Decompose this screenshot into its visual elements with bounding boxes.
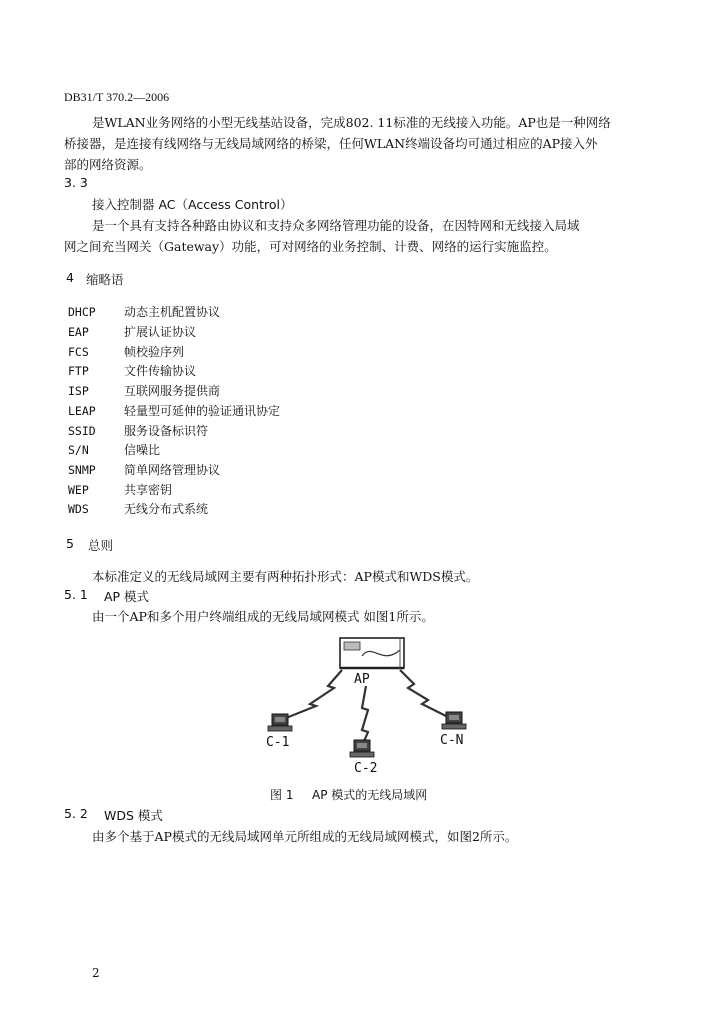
section-3-3-number: 3. 3 [64, 175, 88, 190]
abbreviation-description: 服务设备标识符 [124, 424, 209, 438]
abbreviation-description: 动态主机配置协议 [124, 305, 221, 319]
section-5-2-text: 由多个基于AP模式的无线局域网单元所组成的无线局域网模式，如图2所示。 [92, 829, 518, 844]
terminal-cn-label: C-N [440, 733, 464, 748]
terminal-c1-icon [268, 714, 292, 731]
abbreviation-row-sn [68, 440, 160, 460]
ap-definition-line-2: 桥接器，是连接有线网络与无线局域网络的桥梁，任何WLAN终端设备均可通过相应的AP接入外 [64, 136, 598, 151]
abbreviation-row-ftp [68, 361, 196, 381]
abbreviation-description: 共享密钥 [124, 483, 173, 497]
abbreviation-term: EAP [68, 325, 89, 339]
abbreviation-term: DHCP [68, 305, 96, 319]
abbreviation-term: ISP [68, 384, 89, 398]
section-3-3-definition-line-2: 网之间充当网关（Gateway）功能，可对网络的业务控制、计费、网络的运行实施监控。 [64, 239, 557, 254]
abbreviation-row-wds [68, 499, 208, 519]
abbreviation-description: 简单网络管理协议 [124, 463, 221, 477]
section-5-2-title: WDS 模式 [104, 808, 163, 823]
abbreviation-row-snmp [68, 460, 220, 480]
abbreviation-term: FCS [68, 345, 89, 359]
abbreviation-row-fcs [68, 342, 184, 362]
section-3-3-definition-line-1: 是一个具有支持各种路由协议和支持众多网络管理功能的设备，在因特网和无线接入局域 [92, 218, 580, 233]
ap-label: AP [354, 672, 370, 687]
page-number: 2 [92, 966, 100, 980]
ap-definition-line-1: 是WLAN业务网络的小型无线基站设备，完成802. 11标准的无线接入功能。AP也是一种网络 [92, 115, 611, 130]
figure-1-diagram [250, 632, 490, 782]
section-5-1-title: AP 模式 [104, 589, 150, 604]
section-5-1-number: 5. 1 [64, 587, 88, 602]
abbreviation-term: WDS [68, 502, 89, 516]
abbreviation-row-eap [68, 322, 196, 342]
terminal-c2-icon [350, 740, 374, 757]
abbreviation-description: 无线分布式系统 [124, 502, 209, 516]
ap-definition-line-3: 部的网络资源。 [64, 157, 152, 172]
abbreviation-term: WEP [68, 483, 89, 497]
abbreviation-description: 信噪比 [124, 443, 161, 457]
wireless-link-cn [400, 670, 446, 716]
document-id-header: DB31/T 370.2—2006 [64, 90, 170, 104]
abbreviation-row-ssid [68, 421, 208, 441]
abbreviation-description: 互联网服务提供商 [124, 384, 221, 398]
abbreviation-row-leap [68, 401, 280, 421]
section-4-title: 缩略语 [86, 272, 124, 287]
section-5-title: 总则 [88, 538, 114, 553]
abbreviation-term: SSID [68, 424, 96, 438]
abbreviation-row-dhcp [68, 302, 220, 322]
wireless-link-c2 [362, 686, 368, 746]
section-5-number: 5 [66, 536, 74, 551]
abbreviation-term: FTP [68, 364, 89, 378]
abbreviation-term: SNMP [68, 463, 96, 477]
terminal-c2-label: C-2 [354, 761, 378, 776]
abbreviation-term: LEAP [68, 404, 96, 418]
section-4-number: 4 [66, 270, 74, 285]
terminal-c1-label: C-1 [266, 735, 290, 750]
section-5-intro: 本标准定义的无线局域网主要有两种拓扑形式：AP模式和WDS模式。 [92, 569, 479, 584]
abbreviation-description: 轻量型可延伸的验证通讯协定 [124, 404, 281, 418]
abbreviation-description: 文件传输协议 [124, 364, 197, 378]
abbreviation-description: 帧校验序列 [124, 345, 185, 359]
abbreviation-term: S/N [68, 443, 89, 457]
figure-1-caption-number: 图 1 [270, 788, 294, 802]
wireless-link-c1 [286, 670, 342, 718]
section-5-2-number: 5. 2 [64, 806, 88, 821]
figure-1-caption-text: AP 模式的无线局域网 [312, 788, 428, 802]
access-point-icon [340, 638, 404, 668]
section-3-3-term: 接入控制器 AC（Access Control） [92, 197, 293, 212]
terminal-cn-icon [442, 712, 466, 729]
abbreviation-row-wep [68, 480, 172, 500]
section-5-1-text: 由一个AP和多个用户终端组成的无线局域网模式 如图1所示。 [92, 609, 434, 624]
abbreviation-description: 扩展认证协议 [124, 325, 197, 339]
abbreviation-row-isp [68, 381, 220, 401]
